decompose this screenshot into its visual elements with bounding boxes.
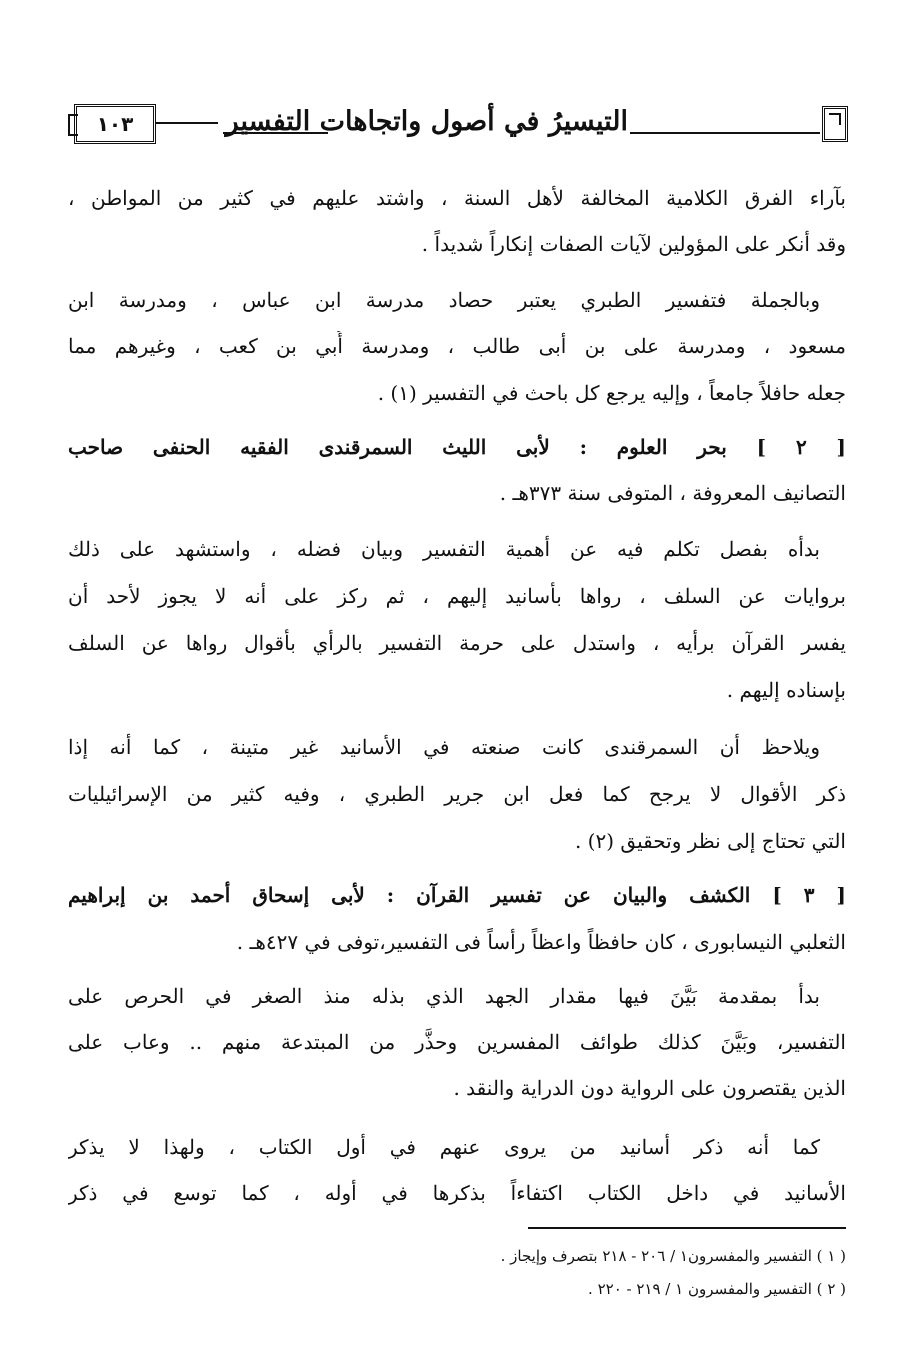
text-line: التفسير، وبَيَّنَ كذلك طوائف المفسرين وحذَّر من المبتدعة منهم .. وعاب على (68, 1030, 846, 1054)
text-line: ذكر الأقوال لا يرجح كما فعل ابن جرير الطبري ، وفيه كثير من الإسرائيليات (68, 782, 846, 806)
text-line: جعله حافلاً جامعاً ، وإليه يرجع كل باحث في التفسير (١) . (377, 381, 846, 405)
text-line: التي تحتاج إلى نظر وتحقيق (٢) . (574, 829, 846, 853)
text-line: وقد أنكر على المؤولين لآيات الصفات إنكاراً شديداً . (421, 232, 846, 256)
text-line: الأسانيد في داخل الكتاب اكتفاءاً بذكرها في أوله ، كما توسع في ذكر (68, 1181, 846, 1205)
corner-ornament-icon (822, 106, 848, 142)
text-line: الثعلبي النيسابورى ، كان حافظاً واعظاً رأساً فى التفسير،توفى في ٤٢٧هـ . (236, 930, 846, 954)
text-line: ويلاحظ أن السمرقندى كانت صنعته في الأسانيد غير متينة ، كما أنه إذا (68, 735, 820, 759)
text-line: الذين يقتصرون على الرواية دون الدراية والنقد . (453, 1076, 846, 1100)
footnote: ( ١ ) التفسير والمفسرون١ / ٢٠٦ - ٢١٨ بتصرف وإيجاز . (500, 1247, 846, 1265)
text-line: يفسر القرآن برأيه ، واستدل على حرمة التفسير بالرأي بأقوال رواها عن السلف (68, 631, 846, 655)
section-heading-line: [ ٢ ] بحر العلوم : لأبى الليث السمرقندى الفقيه الحنفى صاحب (68, 435, 846, 459)
header-rule-right (630, 132, 820, 134)
footnote: ( ٢ ) التفسير والمفسرون ١ / ٢١٩ - ٢٢٠ . (588, 1280, 846, 1298)
frame-rule (156, 122, 218, 124)
text-line: كما أنه ذكر أسانيد من يروى عنهم في أول الكتاب ، ولهذا لا يذكر (68, 1135, 820, 1159)
text-line: بدأ بمقدمة بَيَّنَ فيها مقدار الجهد الذي بذله منذ الصغر في الحرص على (68, 984, 820, 1008)
page-header (68, 100, 848, 156)
text-line: بإسناده إليهم . (726, 678, 846, 702)
page-number-frame (68, 104, 220, 144)
running-title: التيسيرُ في أصول واتجاهات التفسير (225, 106, 628, 137)
header-rule-left (223, 132, 328, 134)
text-line: بدأه بفصل تكلم فيه عن أهمية التفسير وبيان فضله ، واستشهد على ذلك (68, 537, 820, 561)
text-line: وبالجملة فتفسير الطبري يعتبر حصاد مدرسة ابن عباس ، ومدرسة ابن (68, 288, 820, 312)
text-line: مسعود ، ومدرسة على بن أبى طالب ، ومدرسة أُبي بن كعب ، وغيرهم مما (68, 334, 846, 358)
text-line: بروايات عن السلف ، رواها بأسانيد إليهم ، ثم ركز على أنه لا يجوز لأحد أن (68, 584, 846, 608)
text-line: التصانيف المعروفة ، المتوفى سنة ٣٧٣هـ . (499, 481, 846, 505)
text-line: بآراء الفرق الكلامية المخالفة لأهل السنة ، واشتد عليهم في كثير من المواطن ، (68, 186, 846, 210)
page-number: ١٠٣ (96, 112, 134, 136)
footnote-rule (528, 1227, 846, 1229)
section-heading-line: [ ٣ ] الكشف والبيان عن تفسير القرآن : لأبى إسحاق أحمد بن إبراهيم (68, 883, 846, 907)
